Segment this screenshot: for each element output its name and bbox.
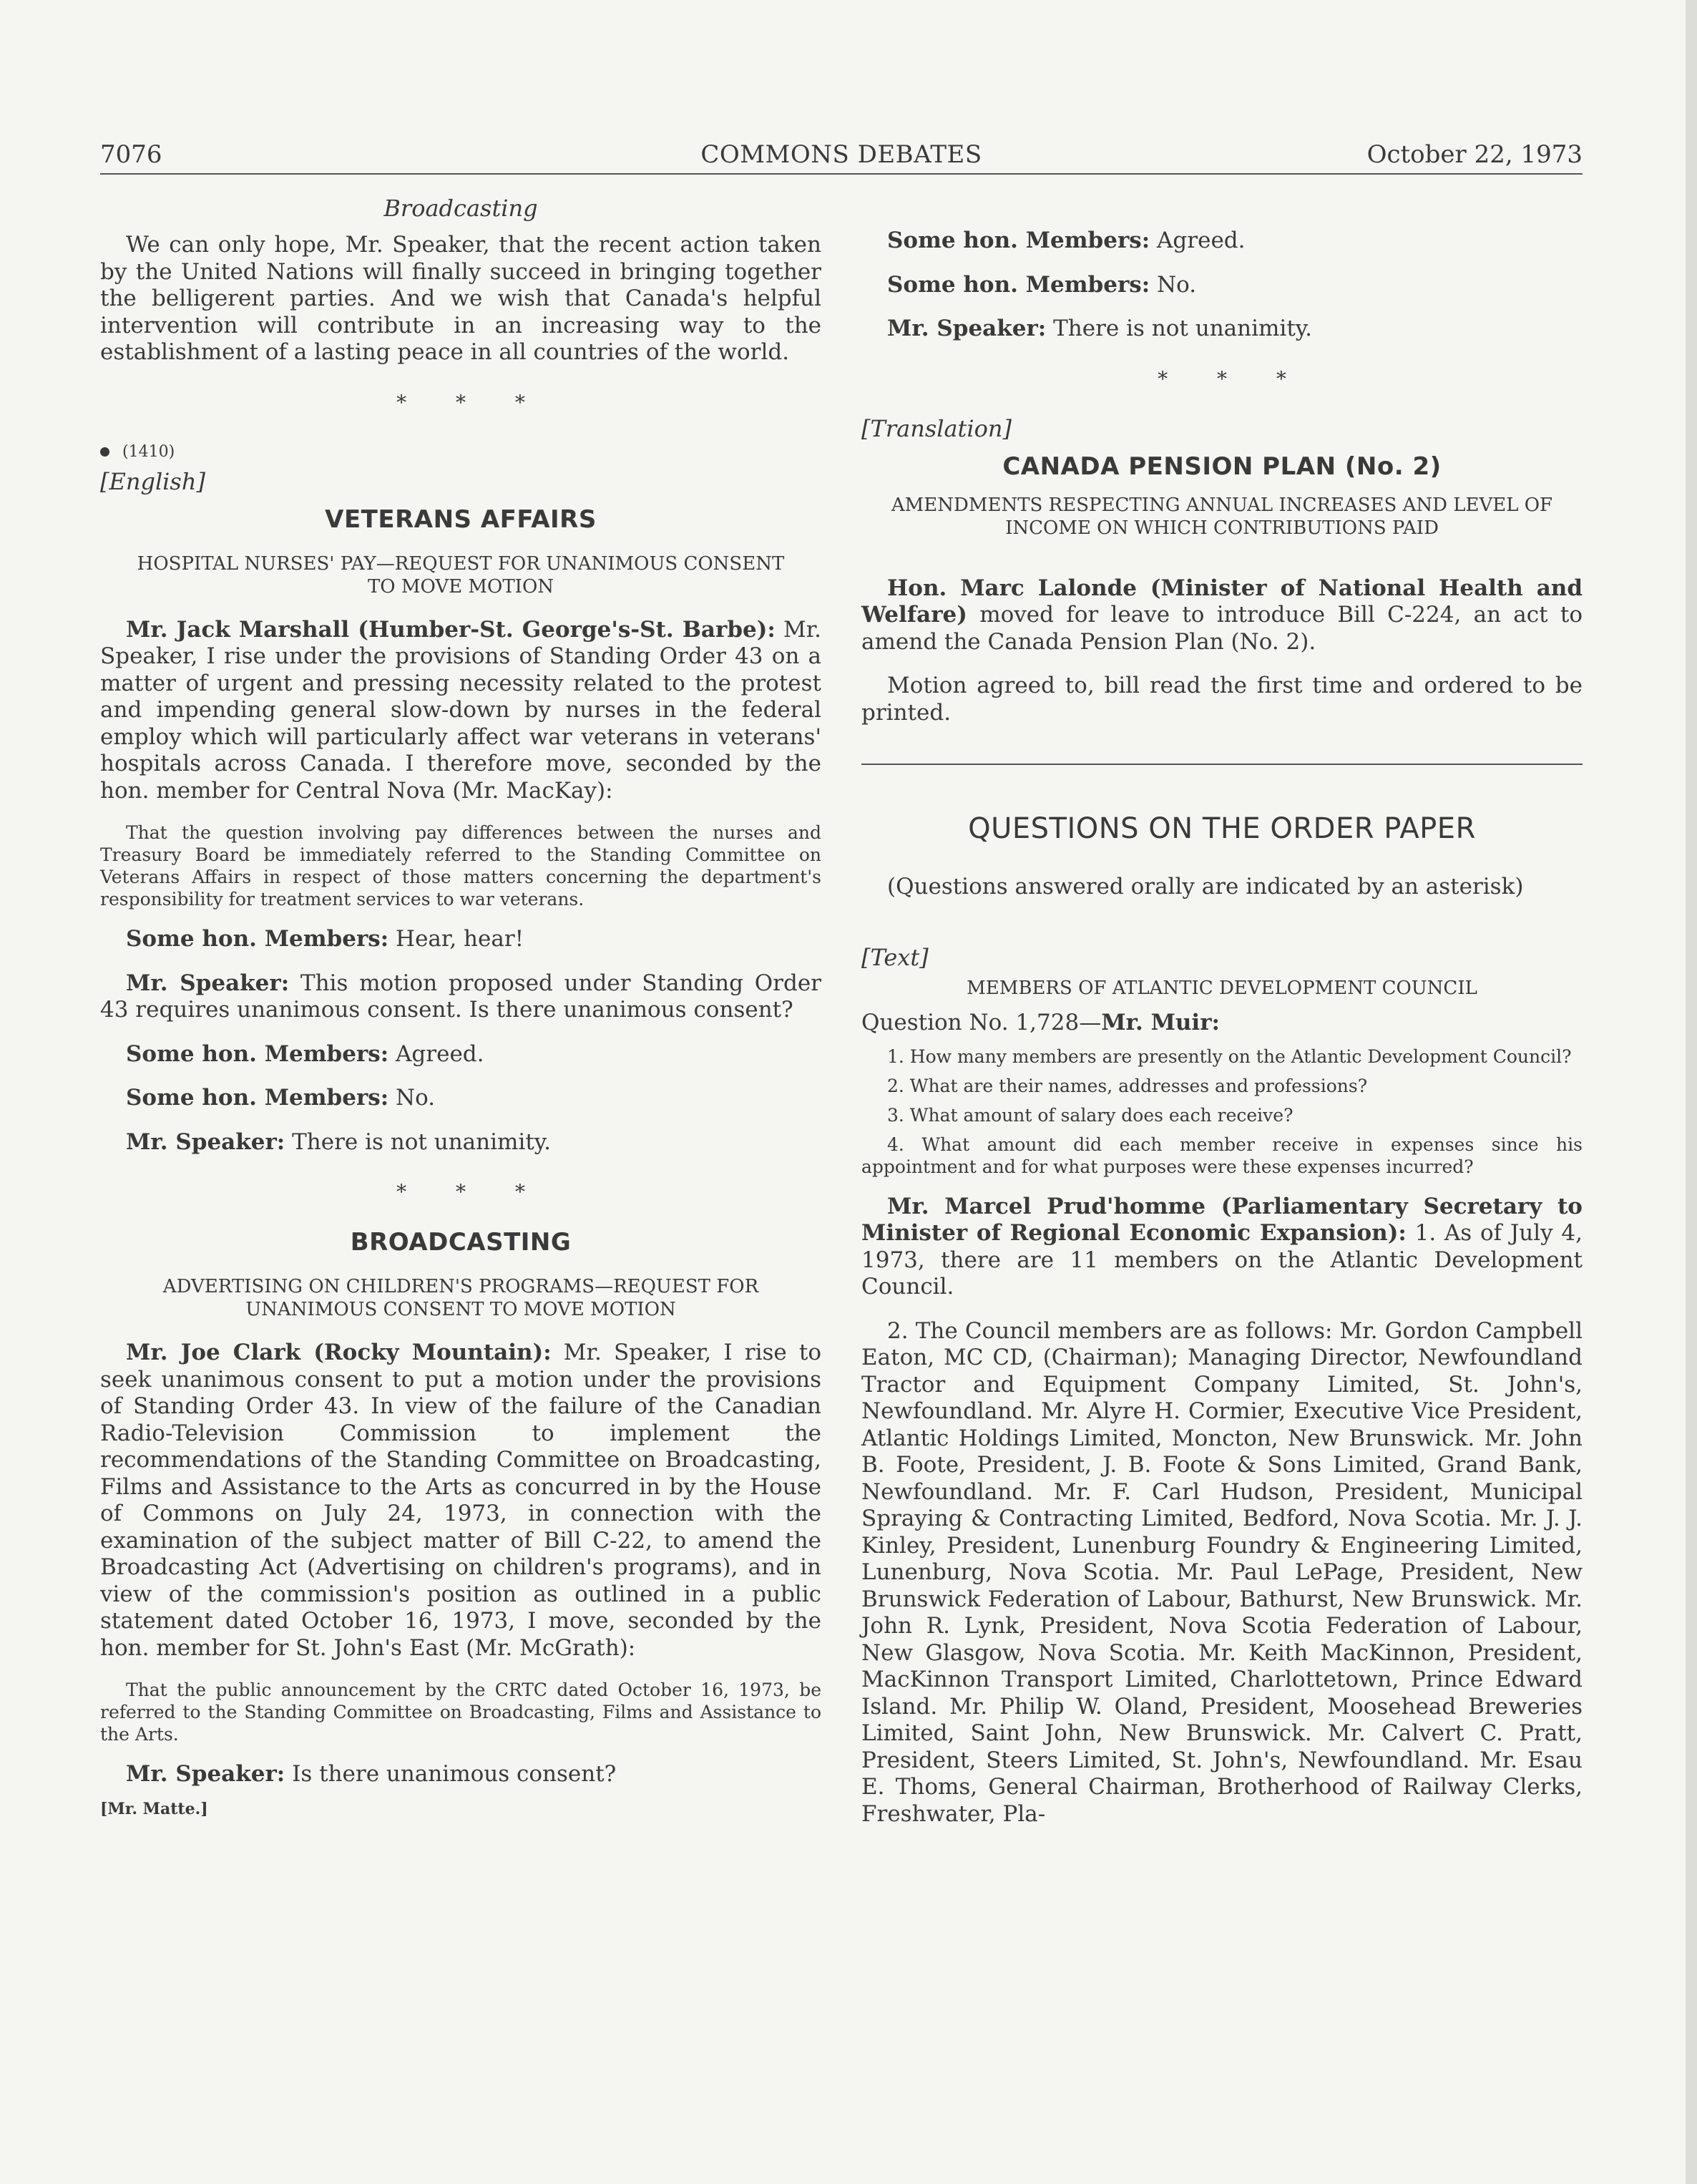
interjection-no — [100, 1085, 821, 1112]
section-separator: * * * — [396, 1180, 547, 1204]
speaker-name: Some hon. Members: — [126, 926, 389, 952]
language-tag-text: [Text] — [861, 943, 929, 971]
page-header — [100, 137, 1583, 175]
speaker-name: Some hon. Members: — [126, 1085, 389, 1111]
questions-note: (Questions answered orally are indicated by an asterisk) — [887, 874, 1524, 900]
interjection-no — [861, 272, 1583, 299]
motion-text-veterans: That the question involving pay differences between the nurses and Treasury Board be immediately referred to the Standing Committee on Veterans Affairs in respect of those matters concerning the department's responsibility for treatment services to war veterans. — [100, 822, 821, 910]
interjection-agreed — [100, 1041, 821, 1068]
speaker-name: Mr. Speaker: — [126, 970, 290, 996]
section-divider — [861, 764, 1583, 765]
speaker-name: Mr. Marcel Prud'homme (Parliamentary Secretary to Minister of Regional Economic Expansion): — [861, 1193, 1583, 1246]
heading-broadcasting: BROADCASTING — [350, 1228, 572, 1257]
speech-text: There is not unanimity. — [285, 1128, 552, 1155]
section-label-broadcasting: Broadcasting — [383, 195, 538, 222]
speech-text: Agreed. — [1150, 228, 1246, 253]
subheading-members-council: MEMBERS OF ATLANTIC DEVELOPMENT COUNCIL — [967, 977, 1477, 999]
speaker-name: Mr. Joe Clark (Rocky Mountain): — [126, 1340, 552, 1365]
answer-council-members: 2. The Council members are as follows: Mr. Gordon Campbell Eaton, MC CD, (Chairman); Managing Director, Newfoundland Tractor and Equipment Company Limited, St. John's, Newfoundland. Mr. Alyre H. Cormier, Executive Vice President, Atlantic Holdings Limited, Moncton, New Brunswick. Mr. John B. Foote, President, J. B. Foote & Sons Limited, Grand Bank, Newfoundland. Mr. F. Carl Hudson, President, Municipal Spraying & Contracting Limited, Bedford, Nova Scotia. Mr. J. J. Kinley, President, Lunenburg Foundry & Engineering Limited, Lunenburg, Nova Scotia. Mr. Paul LePage, President, New Brunswick Federation of Labour, Bathurst, New Brunswick. Mr. John R. Lynk, President, Nova Scotia Federation of Labour, New Glasgow, Nova Scotia. Mr. Keith MacKinnon, President, MacKinnon Transport Limited, Charlottetown, Prince Edward Island. Mr. Philip W. Oland, President, Moosehead Breweries Limited, Saint John, New Brunswick. Mr. Calvert C. Pratt, President, Steers Limited, St. John's, Newfoundland. Mr. Esau E. Thoms, General Chairman, Brotherhood of Railway Clerks, Freshwater, Pla- — [861, 1317, 1583, 1827]
heading-canada-pension-plan: CANADA PENSION PLAN (No. 2) — [1002, 452, 1442, 481]
speaker-name: Hon. Marc Lalonde (Minister of National Health and Welfare) — [861, 575, 1583, 628]
speech-not-unanimity — [100, 1129, 821, 1156]
question-member: Mr. Muir: — [1101, 1009, 1220, 1035]
question-item-1: 1. How many members are presently on the Atlantic Development Council? — [887, 1045, 1572, 1067]
bullet-icon — [100, 447, 109, 457]
speech-text: No. — [388, 1085, 436, 1111]
speech-text: Is there unanimous consent? — [285, 1761, 617, 1787]
speech-text: There is not unanimity. — [1046, 316, 1313, 341]
time-marker-label: (1410) — [122, 442, 175, 461]
footer-reference: [Mr. Matte.] — [100, 1799, 208, 1818]
question-item-2: 2. What are their names, addresses and professions? — [887, 1075, 1368, 1096]
speech-text: Agreed. — [388, 1040, 484, 1067]
question-item-3: 3. What amount of salary does each receive? — [887, 1104, 1293, 1126]
right-column — [861, 195, 1583, 1845]
publication-title: COMMONS DEBATES — [700, 140, 982, 169]
speaker-name: Some hon. Members: — [887, 271, 1150, 298]
left-column — [100, 195, 821, 1818]
motion-text-crtc: That the public announcement by the CRTC dated October 16, 1973, be referred to the Standing Committee on Broadcasting, Films and Assistance to the Arts. — [100, 1680, 821, 1745]
speech-text: Mr. Speaker, I rise under the provisions of Standing Order 43 on a matter of urgent and pressing necessity related to the protest and impending general slow-down by nurses in the federal employ which will particularly affect war veterans in veterans' hospitals across Canada. I therefore move, seconded by the hon. member for Central Nova (Mr. MacKay): — [100, 616, 821, 804]
page-date: October 22, 1973 — [1366, 140, 1583, 169]
interjection-hear-hear — [100, 926, 821, 953]
subheading-advertising: ADVERTISING ON CHILDREN'S PROGRAMS—REQUEST FOR UNANIMOUS CONSENT TO MOVE MOTION — [162, 1276, 759, 1320]
question-line — [861, 1010, 1583, 1035]
interjection-agreed — [861, 228, 1583, 255]
speech-lalonde — [861, 575, 1583, 656]
time-marker — [100, 443, 821, 461]
speaker-name: Some hon. Members: — [126, 1040, 389, 1067]
speech-marshall — [100, 617, 821, 805]
speech-speaker-question — [100, 1761, 821, 1788]
heading-veterans-affairs: VETERANS AFFAIRS — [325, 504, 597, 534]
speaker-name: Some hon. Members: — [887, 228, 1150, 253]
speech-clark — [100, 1340, 821, 1662]
speech-text: Mr. Speaker, I rise to seek unanimous consent to put a motion under the provisions of Standing Order 43. In view of the failure of the Canadian Radio-Television Commission to implement the recommendations of the Standing Committee on Broadcasting, Films and Assistance to the Arts as concurred in by the House of Commons on July 24, 1973, in connection with the examination of the subject matter of Bill C-22, to amend the Broadcasting Act (Advertising on children's programs), and in view of the commission's position as outlined in a public statement dated October 16, 1973, I move, seconded by the hon. member for St. John's East (Mr. McGrath): — [100, 1340, 821, 1661]
motion-agreed: Motion agreed to, bill read the first time and ordered to be printed. — [861, 673, 1583, 726]
speech-text: 1. As of July 4, 1973, there are 11 members on the Atlantic Development Council. — [861, 1220, 1583, 1300]
section-separator: * * * — [1158, 366, 1308, 391]
language-tag-translation: [Translation] — [861, 414, 1012, 442]
speech-text: moved for leave to introduce Bill C-224, an act to amend the Canada Pension Plan (No. 2). — [861, 602, 1583, 655]
section-separator: * * * — [396, 390, 547, 414]
paragraph-peace: We can only hope, Mr. Speaker, that the recent action taken by the United Nations will finally succeed in bringing together the belligerent parties. And we wish that Canada's helpful intervention will contribute in an increasing way to the establishment of a lasting peace in all countries of the world. — [100, 232, 821, 365]
speech-text: This motion proposed under Standing Order 43 requires unanimous consent. Is there unanimous consent? — [100, 970, 821, 1023]
language-tag-english: [English] — [100, 467, 205, 495]
subheading-amendments: AMENDMENTS RESPECTING ANNUAL INCREASES AND LEVEL OF INCOME ON WHICH CONTRIBUTIONS PAID — [891, 494, 1553, 539]
speech-text: No. — [1150, 271, 1197, 298]
heading-questions-order-paper: QUESTIONS ON THE ORDER PAPER — [968, 812, 1476, 845]
speech-not-unanimity — [861, 316, 1583, 343]
speech-speaker-consent — [100, 970, 821, 1024]
speaker-name: Mr. Speaker: — [126, 1128, 285, 1155]
speaker-name: Mr. Speaker: — [126, 1761, 285, 1787]
question-number: Question No. 1,728— — [861, 1009, 1102, 1035]
scan-edge — [1686, 0, 1697, 2184]
speaker-name: Mr. Speaker: — [887, 316, 1047, 341]
speech-text: Hear, hear! — [388, 926, 524, 952]
subheading-nurses-pay: HOSPITAL NURSES' PAY—REQUEST FOR UNANIMOUS CONSENT TO MOVE MOTION — [137, 552, 785, 598]
speaker-name: Mr. Jack Marshall (Humber-St. George's-St. Barbe): — [126, 616, 776, 643]
answer-prudhomme — [861, 1194, 1583, 1301]
page-number: 7076 — [100, 140, 162, 169]
question-item-4: 4. What amount did each member receive in expenses since his appointment and for what purposes were these expenses incurred? — [861, 1134, 1583, 1177]
